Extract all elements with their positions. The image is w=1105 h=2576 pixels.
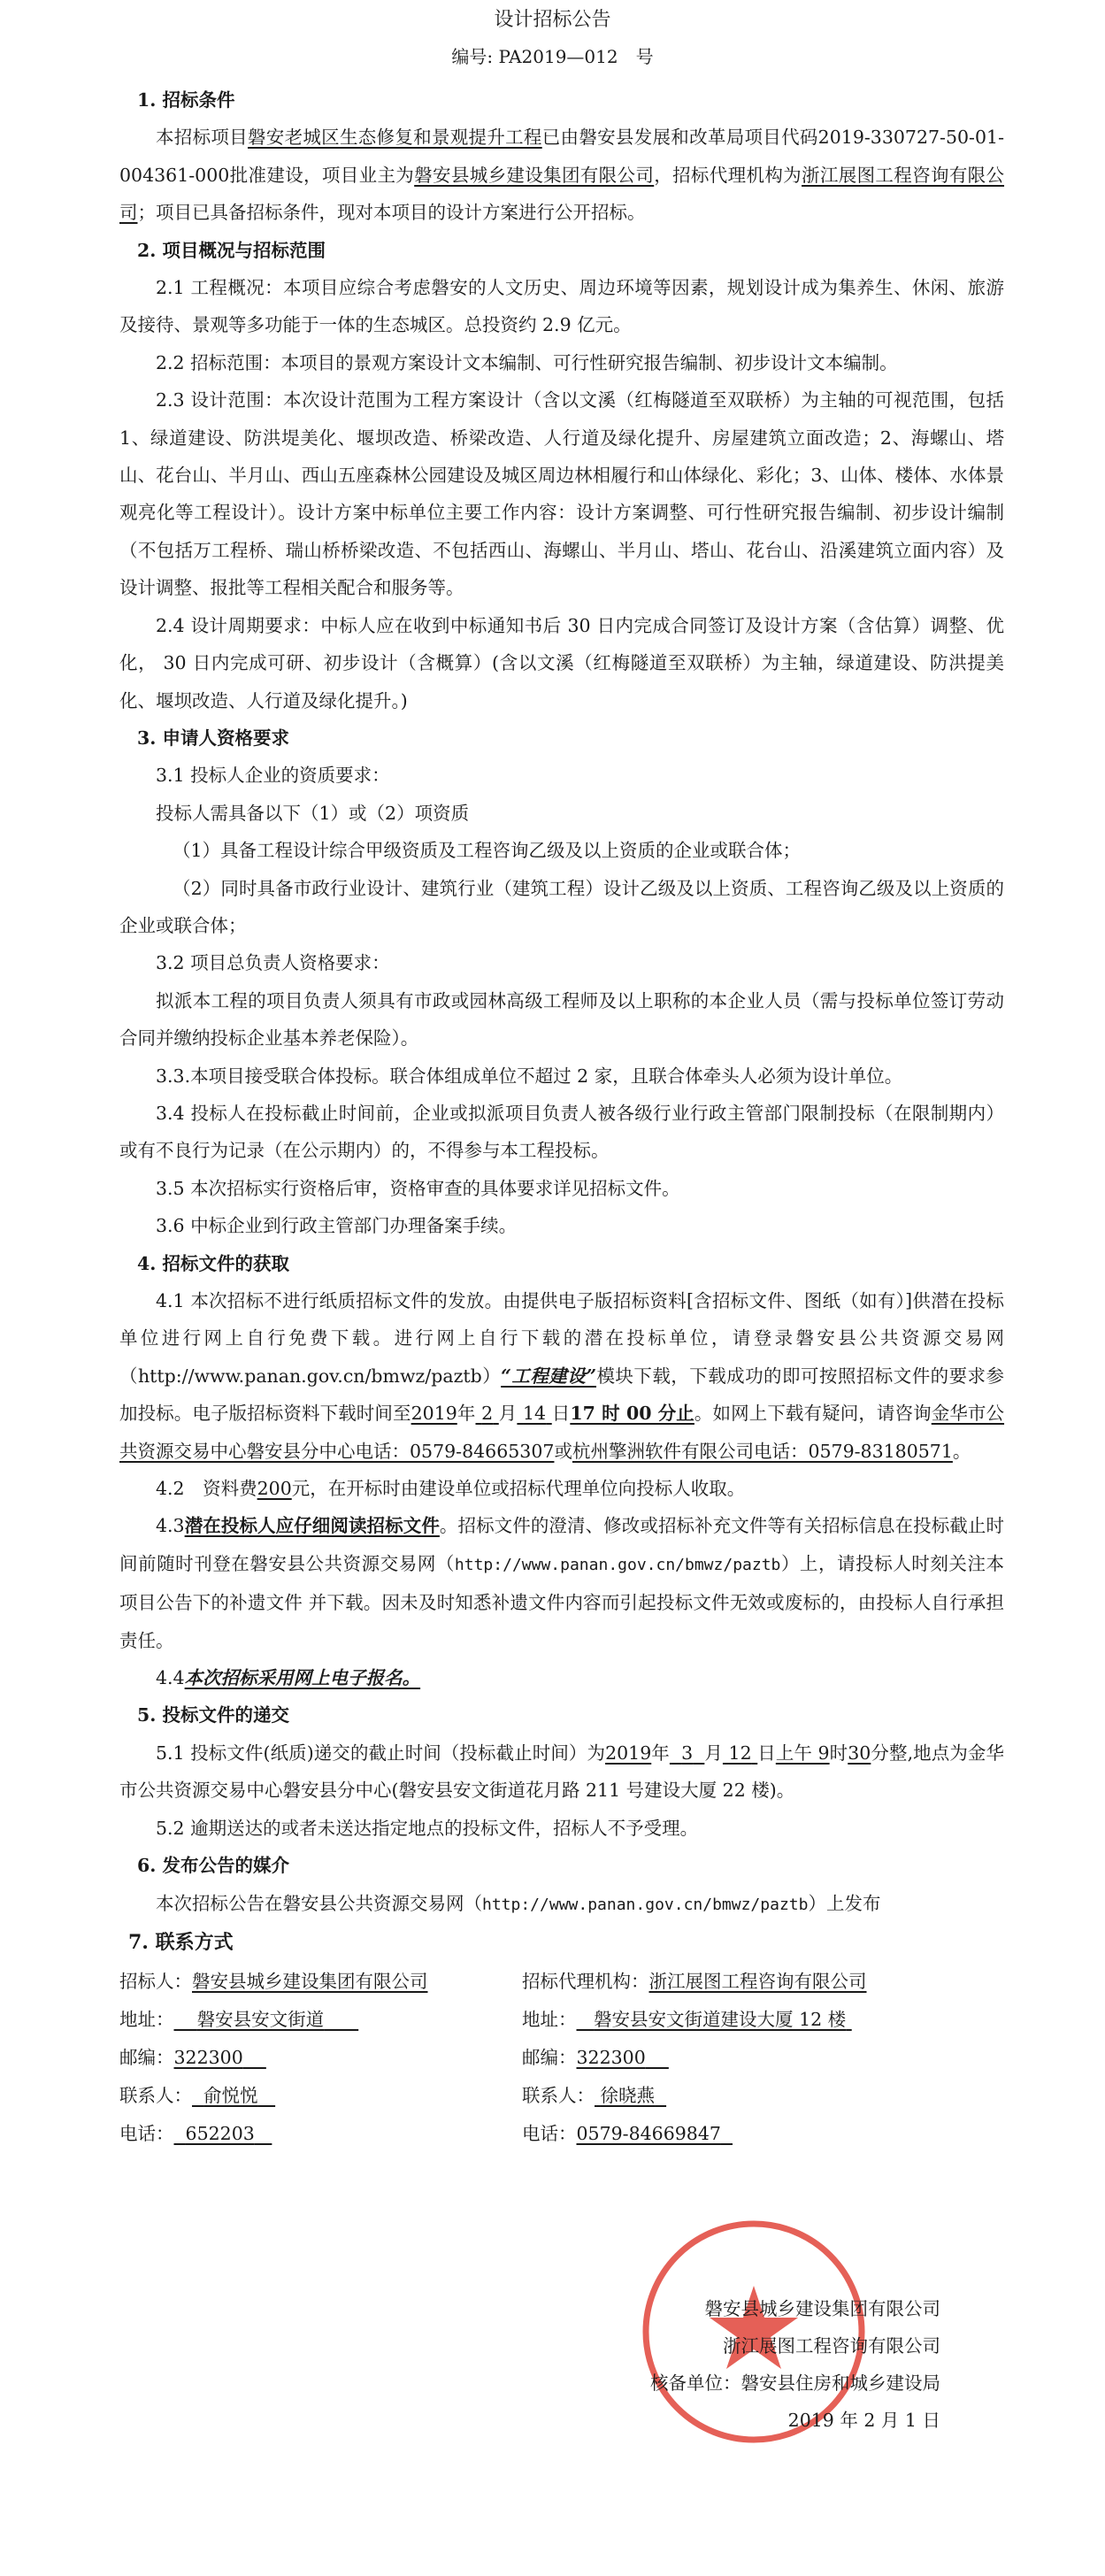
section-3-2: 3.2 项目总负责人资格要求： <box>156 952 390 974</box>
contact-row-zip: 邮编：322300 邮编：322300 <box>119 2047 646 2069</box>
signature-date: 2019 年 2 月 1 日 <box>787 2410 940 2431</box>
section-2-4: 2.4 设计周期要求：中标人应在收到中标通知书后 30 日内完成合同签订及设计方案（含估算）调整、优化， 30 日内完成可研、初步设计（含概算）(含以文溪（红梅隧道至双联桥）为主轴，绿道建设、防洪提美化、堰坝改造、人行道及绿化提升。) <box>119 614 1004 711</box>
section-3-1-intro: 投标人需具备以下（1）或（2）项资质 <box>156 802 470 824</box>
section-6-heading: 6. 发布公告的媒介 <box>137 1855 290 1877</box>
contact-table <box>119 1963 1004 2153</box>
section-3-6: 3.6 中标企业到行政主管部门办理备案手续。 <box>156 1215 518 1237</box>
section-5-1: 5.1 投标文件(纸质)递交的截止时间（投标截止时间）为2019年 3 月 12 日上午 9时30分整,地点为金华市公共资源交易中心磐安县分中心(磐安县安文街道花月路 211 号建设大厦 22 楼)。 <box>119 1742 1004 1802</box>
download-deadline-time: 17 时 00 分止 <box>570 1403 694 1425</box>
section-3-1: 3.1 投标人企业的资质要求： <box>156 765 390 787</box>
section-3-heading: 3. 申请人资格要求 <box>137 727 290 749</box>
project-name: 磐安老城区生态修复和景观提升工程 <box>247 127 542 149</box>
section-2-heading: 2. 项目概况与招标范围 <box>137 239 326 261</box>
section-4-4: 4.4本次招标采用网上电子报名。 <box>156 1667 421 1689</box>
section-3-2-detail: 拟派本工程的项目负责人须具有市政或园林高级工程师及以上职称的本企业人员（需与投标单位签订劳动合同并缴纳投标企业基本养老保险）。 <box>119 989 1004 1050</box>
contact-row-address: 地址： 磐安县安文街道 地址： 磐安县安文街道建设大厦 12 楼 <box>119 2009 847 2031</box>
signer-approver: 核备单位：磐安县住房和城乡建设局 <box>650 2372 940 2394</box>
section-7-heading: 7. 联系方式 <box>128 1930 234 1954</box>
contact-phone-1: 金华市公共资源交易中心磐安县分中心电话：0579-84665307 <box>119 1403 1005 1462</box>
section-2-3: 2.3 设计范围：本次设计范围为工程方案设计（含以文溪（红梅隧道至双联桥）为主轴的可视范围，包括 1、绿道建设、防洪堤美化、堰坝改造、桥梁改造、人行道及绿化提升、房屋建筑立面改造；2、海螺山、塔山、花台山、半月山、西山五座森林公园建设及城区周边林相履行和山体绿化、彩化；3、山体、楼体、水体景观亮化等工程设计）。设计方案中标单位主要工作内容：设计方案调整、可行性研究报告编制、初步设计编制（不包括万工程桥、瑞山桥桥梁改造、不包括西山、海螺山、半月山、塔山、花台山、沿溪建筑立面内容）及设计调整、报批等工程相关配合和服务等。 <box>119 389 1004 599</box>
project-owner: 磐安县城乡建设集团有限公司 <box>414 164 655 186</box>
document-body <box>119 81 1004 2153</box>
section-5-2: 5.2 逾期送达的或者未送达指定地点的投标文件，招标人不予受理。 <box>156 1817 699 1839</box>
signer-agent: 浙江展图工程咨询有限公司 <box>723 2335 940 2357</box>
contact-row-phone: 电话： 652203 电话：0579-84669847 <box>119 2123 721 2145</box>
section-4-2: 4.2 资料费200元，在开标时由建设单位或招标代理单位向投标人收取。 <box>156 1478 746 1500</box>
section-3-1-option-1: （1）具备工程设计综合甲级资质及工程咨询乙级及以上资质的企业或联合体； <box>173 840 802 862</box>
website-url: http://www.panan.gov.cn/bmwz/paztb <box>454 1555 781 1574</box>
section-1-heading: 1. 招标条件 <box>137 89 235 111</box>
document-title: 设计招标公告 <box>494 9 611 31</box>
signature-block <box>650 2290 940 2439</box>
section-4-1: 4.1 本次招标不进行纸质招标文件的发放。由提供电子版招标资料[含招标文件、图纸（如有）]供潜在投标单位进行网上自行免费下载。进行网上自行下载的潜在投标单位，请登录磐安县公共资源交易网（http://www.panan.gov.cn/bmwz/paztb）“工程建设”模块下载，下载成功的即可按照招标文件的要求参加投标。电子版招标资料下载时间至2019年 2 月 14 日17 时 00 分止。如网上下载有疑问，请咨询金华市公共资源交易中心磐安县分中心电话：0579-84665307或杭州擎洲软件有限公司电话：0579-83180571。 <box>119 1290 1005 1462</box>
section-4-heading: 4. 招标文件的获取 <box>137 1252 290 1274</box>
section-2-2: 2.2 招标范围：本项目的景观方案设计文本编制、可行性研究报告编制、初步设计文本编制。 <box>156 351 898 373</box>
section-5-heading: 5. 投标文件的递交 <box>137 1704 290 1726</box>
section-3-1-option-2: （2）同时具备市政行业设计、建筑行业（建筑工程）设计乙级及以上资质、工程咨询乙级及以上资质的企业或联合体； <box>119 877 1004 936</box>
contact-row-person: 联系人： 俞悦悦 联系人： 徐晓燕 <box>119 2085 656 2107</box>
section-2-1: 2.1 工程概况：本项目应综合考虑磐安的人文历史、周边环境等因素，规划设计成为集养生、休闲、旅游及接待、景观等多功能于一体的生态城区。总投资约 2.9 亿元。 <box>119 277 1004 336</box>
document-number: 编号: PA2019—012 号 <box>451 46 654 67</box>
section-1-paragraph: 本招标项目磐安老城区生态修复和景观提升工程已由磐安县发展和改革局项目代码2019-330727-50-01-004361-000批准建设，项目业主为磐安县城乡建设集团有限公司，招标代理机构为浙江展图工程咨询有限公司；项目已具备招标条件，现对本项目的设计方案进行公开招标。 <box>119 127 1005 224</box>
contact-row-organization: 招标人：磐安县城乡建设集团有限公司 招标代理机构：浙江展图工程咨询有限公司 <box>119 1971 867 1993</box>
section-3-4: 3.4 投标人在投标截止时间前，企业或拟派项目负责人被各级行业行政主管部门限制投标（在限制期内）或有不良行为记录（在公示期内）的，不得参与本工程投标。 <box>119 1102 1004 1162</box>
contact-phone-2: 杭州擎洲软件有限公司电话：0579-83180571 <box>572 1440 953 1462</box>
section-3-3: 3.3.本项目接受联合体投标。联合体组成单位不超过 2 家，且联合体牵头人必须为设计单位。 <box>156 1065 903 1087</box>
module-name: “工程建设” <box>501 1365 597 1387</box>
section-6-1: 本次招标公告在磐安县公共资源交易网（http://www.panan.gov.cn/bmwz/paztb）上发布 <box>156 1892 881 1914</box>
document-fee: 200 <box>257 1478 292 1500</box>
section-4-3: 4.3潜在投标人应仔细阅读招标文件。招标文件的澄清、修改或招标补充文件等有关招标信息在投标截止时间前随时刊登在磐安县公共资源交易网（http://www.panan.gov.cn/bmwz/paztb）上，请投标人时刻关注本项目公告下的补遗文件 并下载。因未及时知悉补遗文件内容而引起投标文件无效或废标的，由投标人自行承担责任。 <box>119 1515 1005 1651</box>
signer-owner: 磐安县城乡建设集团有限公司 <box>704 2298 940 2319</box>
tender-agent: 浙江展图工程咨询有限公司 <box>119 164 1005 224</box>
section-3-5: 3.5 本次招标实行资格后审，资格审查的具体要求详见招标文件。 <box>156 1177 680 1199</box>
